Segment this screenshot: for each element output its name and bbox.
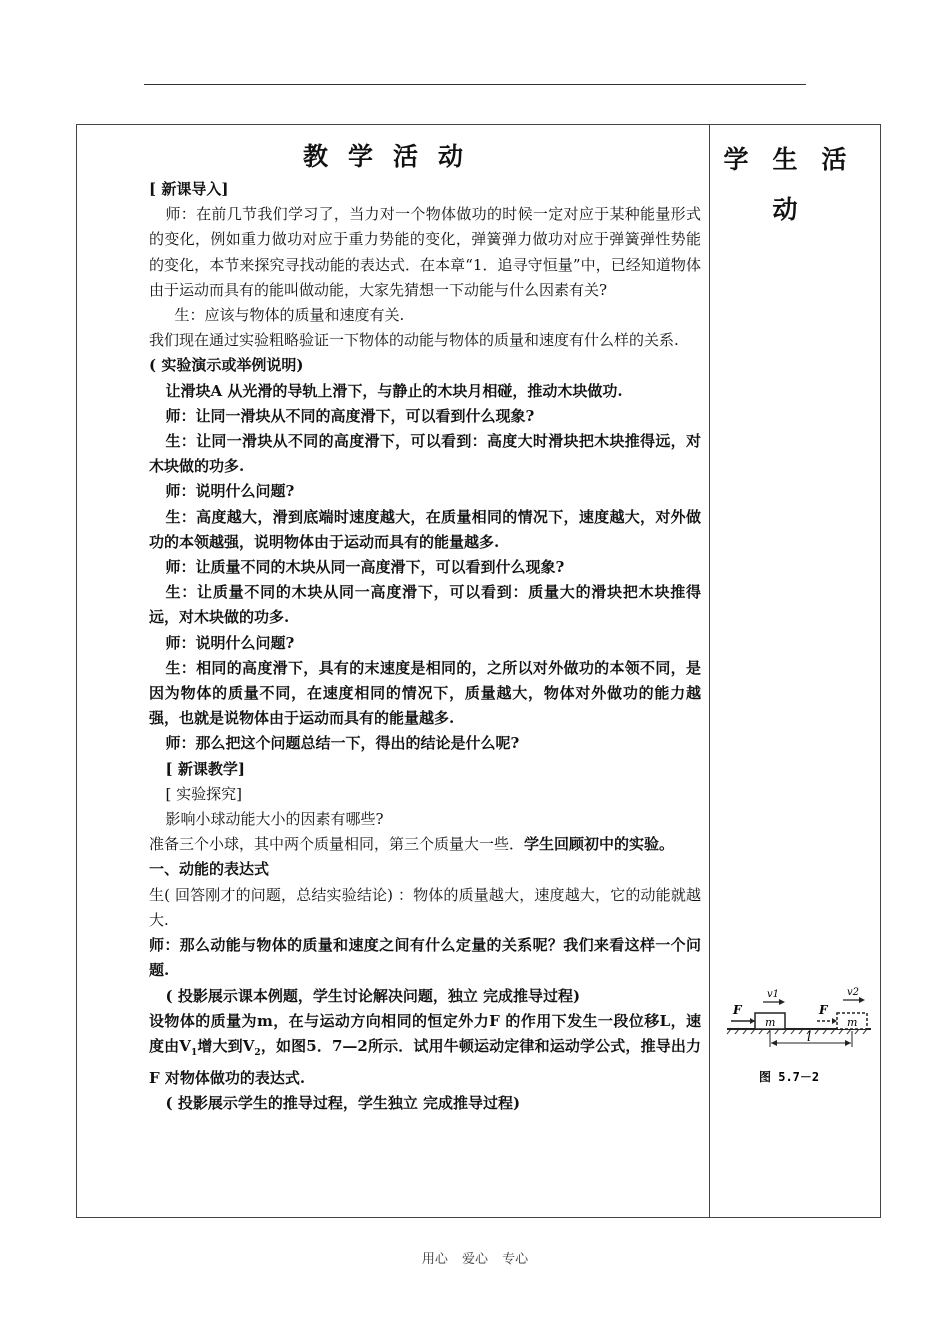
page-footer: 用心 爱心 专心 — [421, 1252, 529, 1267]
column-divider — [709, 125, 710, 1217]
force-diagram-figure — [725, 983, 875, 1093]
mass-label-right: m — [847, 1016, 858, 1029]
student-conclusion: 生( 回答刚才的问题，总结实验结论) ：物体的质量越大，速度越大，它的动能就越大. — [149, 885, 701, 929]
teacher-question: 师：说明什么问题? — [165, 482, 295, 501]
preparation-text: 准备三个小球，其中两个质量相同，第三个质量大一些． — [149, 835, 525, 854]
force-label-left: F — [733, 1003, 742, 1017]
velocity-label-v1: v1 — [767, 989, 780, 1000]
displacement-label: l — [807, 1030, 812, 1045]
problem-statement — [149, 1009, 701, 1092]
teaching-activity-header: 教学活动 — [302, 142, 483, 171]
section-heading-new-lesson: [ 新课教学] — [165, 759, 245, 778]
teacher-question: 师：那么把这个问题总结一下，得出的结论是什么呢? — [165, 734, 520, 753]
experiment-preparation — [149, 832, 701, 857]
problem-text-b: 增大到V — [197, 1036, 255, 1055]
section-heading-kinetic-energy: 一、动能的表达式 — [149, 860, 270, 879]
subscript-2: 2 — [254, 1047, 261, 1058]
teacher-question: 师：说明什么问题? — [165, 633, 295, 652]
paragraph-verify: 我们现在通过实验粗略验证一下物体的动能与物体的质量和速度有什么样的关系. — [149, 331, 679, 350]
velocity-label-v2: v2 — [847, 987, 860, 998]
preparation-note: 学生回顾初中的实验。 — [524, 835, 675, 854]
mass-label-left: m — [765, 1016, 776, 1029]
demo-description: 让滑块A 从光滑的导轨上滑下，与静止的木块月相碰，推动木块做功. — [165, 381, 623, 400]
figure-caption: 图 5.7－2 — [759, 1070, 820, 1084]
problem-text-c: ，如图5．7—2所示．试用牛顿运动定律和运动学公式，推导出力F 对物体做功的表达式. — [149, 1036, 702, 1088]
teacher-intro-paragraph: 师：在前几节我们学习了，当力对一个物体做功的时候一定对应于某种能量形式的变化，例如重力做功对应于重力势能的变化，弹簧弹力做功对应于弹簧弹性势能的变化，本节来探究寻找动能的表达式．在本章“1．追寻守恒量”中，已经知道物体由于运动而具有的能叫做动能，大家先猜想一下动能与什么因素有关? — [149, 205, 701, 299]
teacher-question: 师：那么动能与物体的质量和速度之间有什么定量的关系呢？我们来看这样一个问题. — [149, 936, 701, 980]
section-heading-experiment: [ 实验探究] — [165, 784, 242, 803]
teacher-question: 师：让同一滑块从不同的高度滑下，可以看到什么现象? — [165, 406, 535, 425]
student-answer: 生：高度越大，滑到底端时速度越大，在质量相同的情况下，速度越大，对外做功的本领越强，说明物体由于运动而具有的能量越多. — [149, 507, 701, 551]
student-activity-header: 学生活动 — [723, 145, 871, 224]
student-answer: 生：应该与物体的质量和速度有关. — [174, 306, 405, 325]
problem-text-a: 设物体的质量为m，在与运动方向相同的恒定外力F 的作用下发生一段位移L，速度由V — [149, 1011, 701, 1055]
force-label-right: F — [819, 1003, 828, 1017]
teacher-question: 师：让质量不同的木块从同一高度滑下，可以看到什么现象? — [165, 558, 565, 577]
lesson-table — [76, 124, 881, 1218]
student-answer: 生：让同一滑块从不同的高度滑下，可以看到：高度大时滑块把木块推得远，对木块做的功多. — [149, 432, 701, 476]
projection-note: ( 投影展示课本例题，学生讨论解决问题，独立 完成推导过程) — [165, 986, 581, 1005]
student-answer: 生：相同的高度滑下，具有的末速度是相同的，之所以对外做功的本领不同，是因为物体的质量不同，在速度相同的情况下，质量越大，物体对外做功的能力越强，也就是说物体由于运动而具有的能量越多. — [149, 658, 701, 728]
lesson-content — [149, 177, 701, 1117]
experiment-question: 影响小球动能大小的因素有哪些? — [165, 810, 384, 829]
student-answer: 生：让质量不同的木块从同一高度滑下，可以看到：质量大的滑块把木块推得远，对木块做的功多. — [149, 583, 701, 627]
subscript-1: 1 — [190, 1047, 198, 1058]
projection-note: ( 投影展示学生的推导过程，学生独立 完成推导过程) — [165, 1094, 521, 1113]
header-rule — [144, 84, 806, 85]
section-heading-intro: [ 新课导入] — [149, 180, 229, 198]
section-heading-demo: ( 实验演示或举例说明) — [149, 356, 304, 375]
